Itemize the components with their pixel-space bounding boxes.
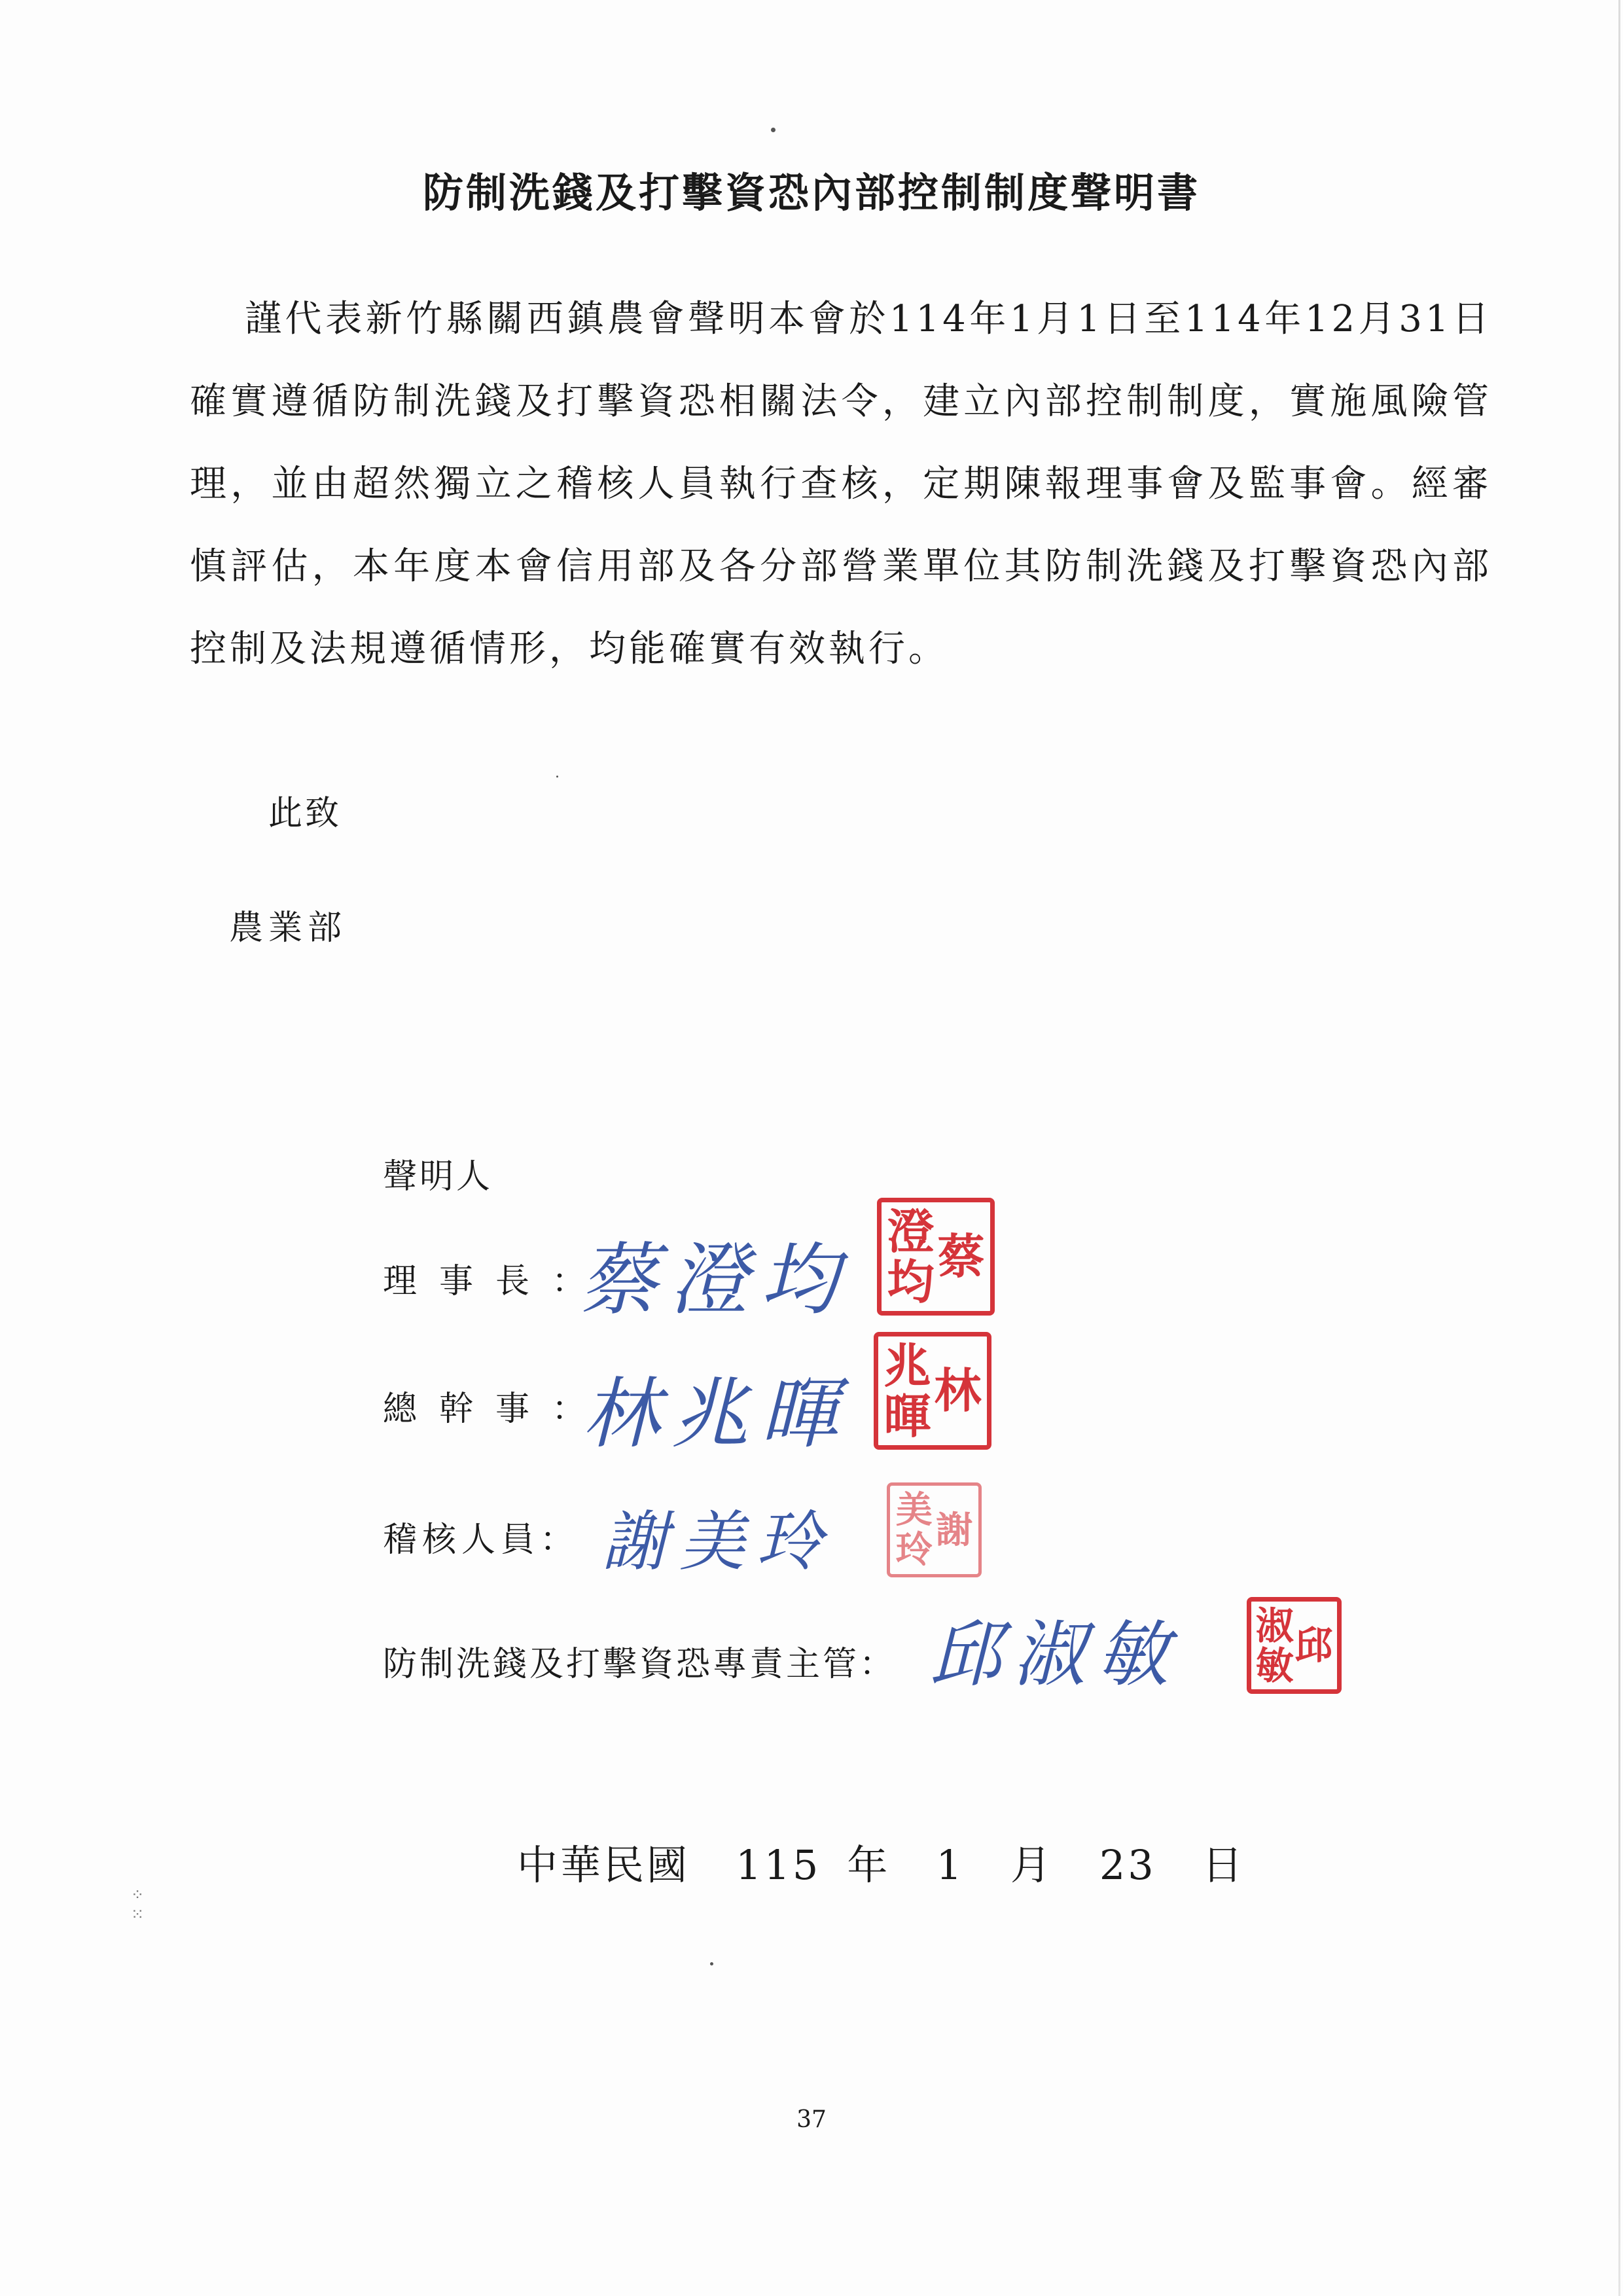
seal-stamp-aml-officer: 淑 敏 邱 <box>1247 1597 1342 1694</box>
scan-speck <box>710 1962 713 1965</box>
role-label-aml-officer: 防制洗錢及打擊資恐專責主管： <box>383 1645 897 1684</box>
date-era: 中華民國 <box>517 1841 690 1889</box>
handwritten-signature-general-manager: 林兆暉 <box>582 1369 850 1459</box>
date-month-unit: 月 <box>1010 1841 1054 1889</box>
signatory-row-chairman <box>383 1253 608 1302</box>
declarant-label: 聲明人 <box>383 1157 493 1196</box>
declaration-date <box>517 1833 1245 1891</box>
seal-stamp-general-manager: 兆 暉 林 <box>874 1332 991 1450</box>
scan-edge <box>1618 0 1620 2296</box>
role-label-auditor: 稽核人員： <box>383 1520 580 1560</box>
closing-phrase: 此致 <box>268 794 342 833</box>
recipient: 農業部 <box>229 908 348 948</box>
date-day-unit: 日 <box>1202 1841 1245 1889</box>
handwritten-signature-chairman: 蔡澄均 <box>579 1235 850 1326</box>
signatory-row-aml-officer <box>383 1636 896 1685</box>
signatory-row-general-manager <box>383 1381 608 1430</box>
document-title: 防制洗錢及打擊資恐內部控制制度聲明書 <box>422 169 1200 217</box>
page-number: 37 <box>796 2106 827 2133</box>
date-day: 23 <box>1099 1841 1156 1889</box>
scan-speck <box>771 128 776 132</box>
handwritten-signature-aml-officer: 邱淑敏 <box>929 1613 1181 1696</box>
seal-stamp-auditor: 美 玲 謝 <box>887 1482 982 1577</box>
seal-stamp-chairman: 澄 均 蔡 <box>877 1198 995 1316</box>
date-month: 1 <box>936 1841 965 1889</box>
date-year: 115 <box>736 1841 821 1889</box>
margin-scribble: ⁘ ⁙ <box>131 1886 145 1924</box>
date-year-unit: 年 <box>847 1841 891 1889</box>
role-label-chairman: 理事長： <box>383 1262 609 1301</box>
signatory-row-auditor <box>383 1512 579 1561</box>
role-label-general-manager: 總幹事： <box>383 1390 609 1429</box>
declaration-body: 謹代表新竹縣關西鎮農會聲明本會於114年1月1日至114年12月31日確實遵循防制洗錢及打擊資恐相關法令，建立內部控制制度，實施風險管理，並由超然獨立之稽核人員執行查核，定期陳報理事會及監事會。經審慎評估，本年度本會信用部及各分部營業單位其防制洗錢及打擊資恐內部控制及法規遵循情形，均能確實有效執行。 <box>190 298 1492 670</box>
scan-speck <box>556 776 558 778</box>
handwritten-signature-auditor: 謝美玲 <box>602 1503 834 1580</box>
